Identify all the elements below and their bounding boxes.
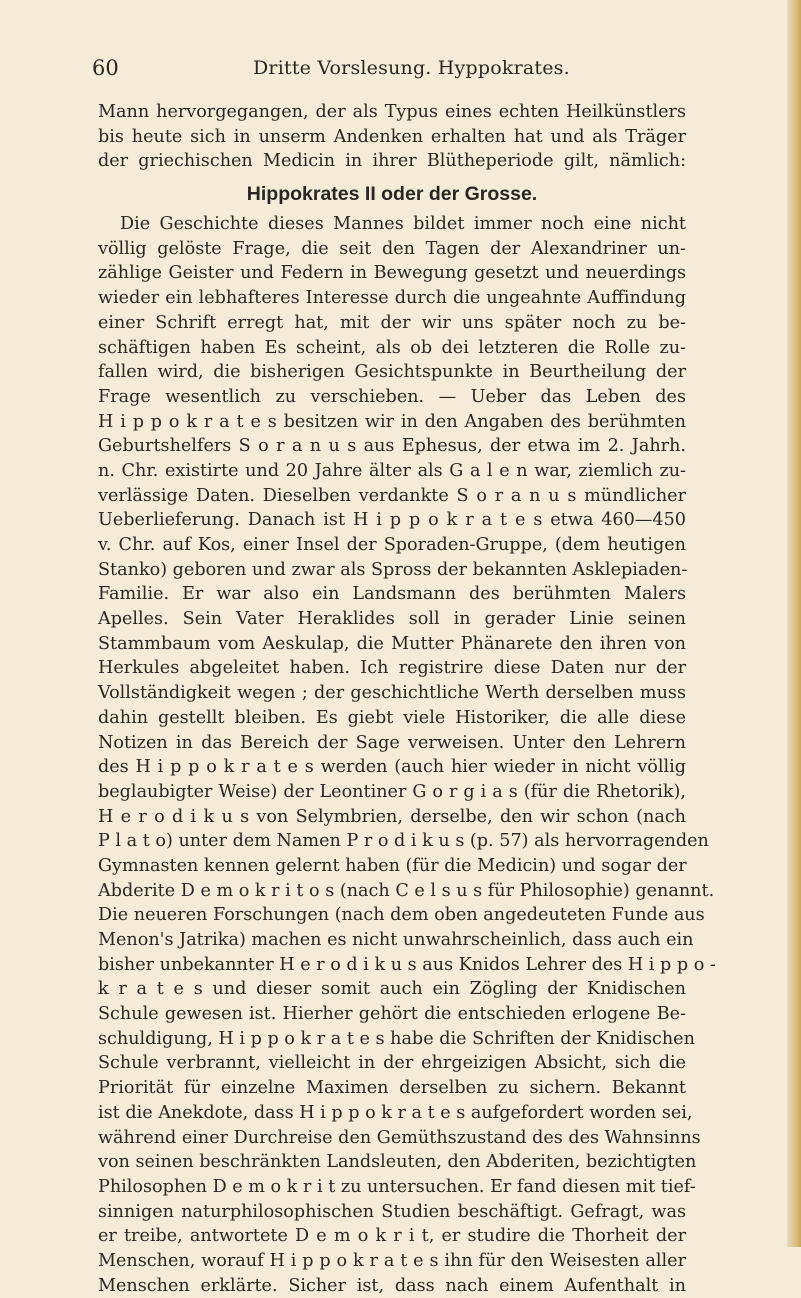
text-line: während einer Durchreise den Gemüthszustand des des Wahnsinns	[98, 1127, 701, 1148]
text-line: Frage wesentlich zu verschieben. — Ueber das Leben des	[98, 386, 686, 407]
text-line: Familie. Er war also ein Landsmann des berühmten Malers	[98, 584, 686, 605]
text-line: ist die Anekdote, dass H i p p o k r a t e s aufgefordert worden sei,	[98, 1102, 693, 1123]
text-line: zählige Geister und Federn in Bewegung gesetzt und neuerdings	[98, 263, 686, 284]
page-edge	[787, 0, 801, 1247]
text-line: Priorität für einzelne Maximen derselben zu sichern. Bekannt	[98, 1078, 686, 1099]
text-line: sinnigen naturphilosophischen Studien beschäftigt. Gefragt, was	[98, 1201, 686, 1222]
text-line: Abderite D e m o k r i t o s (nach C e l s u s für Philosophie) genannt.	[98, 880, 715, 901]
text-line: verlässige Daten. Dieselben verdankte S o r a n u s mündlicher	[98, 485, 686, 506]
text-line: des H i p p o k r a t e s werden (auch hier wieder in nicht völlig	[98, 757, 686, 778]
text-line: Vollständigkeit wegen ; der geschichtliche Werth derselben muss	[98, 683, 686, 704]
text-line: Mann hervorgegangen, der als Typus eines echten Heilkünstlers	[98, 102, 686, 122]
text-line: k r a t e s und dieser somit auch ein Zögling der Knidischen	[98, 979, 686, 1000]
text-line: einer Schrift erregt hat, mit der wir uns später noch zu be-	[98, 312, 686, 333]
text-line: von seinen beschränkten Landsleuten, den Abderiten, bezichtigten	[98, 1152, 697, 1173]
text-line: der griechischen Medicin in ihrer Blütheperiode gilt, nämlich:	[98, 151, 686, 172]
text-line: er treibe, antwortete D e m o k r i t, er studire die Thorheit der	[98, 1226, 686, 1247]
text-line: schäftigen haben Es scheint, als ob dei letzteren die Rolle zu-	[98, 337, 686, 358]
text-line: fallen wird, die bisherigen Gesichtspunkte in Beurtheilung der	[98, 362, 686, 383]
text-line: P l a t o) unter dem Namen P r o d i k u s (p. 57) als hervorragenden	[98, 831, 709, 852]
running-head	[92, 56, 692, 86]
text-line: H e r o d i k u s von Selymbrien, derselbe, den wir schon (nach	[98, 806, 686, 827]
text-line: schuldigung, H i p p o k r a t e s habe die Schriften der Knidischen	[98, 1028, 695, 1049]
text-line: Apelles. Sein Vater Heraklides soll in gerader Linie seinen	[98, 609, 686, 630]
text-line: n. Chr. existirte und 20 Jahre älter als G a l e n war, ziemlich zu-	[98, 460, 686, 481]
text-line: H i p p o k r a t e s besitzen wir in den Angaben des berühmten	[98, 411, 686, 432]
text-line: Philosophen D e m o k r i t zu untersuchen. Er fand diesen mit tief-	[98, 1176, 696, 1197]
body-text	[98, 100, 716, 1298]
text-line: Geburtshelfers S o r a n u s aus Ephesus, der etwa im 2. Jahrh.	[98, 436, 686, 457]
text-line: beglaubigter Weise) der Leontiner G o r g i a s (für die Rhetorik),	[98, 781, 686, 802]
text-line: Menschen, worauf H i p p o k r a t e s ihn für den Weisesten aller	[98, 1250, 686, 1271]
text-line: dahin gestellt bleiben. Es giebt viele Historiker, die alle diese	[98, 707, 686, 728]
page-number: 60	[92, 56, 119, 80]
text-line: Menon's Jatrika) machen es nicht unwahrscheinlich, dass auch ein	[98, 930, 694, 950]
section-heading: Hippokrates II oder der Grosse.	[246, 183, 538, 206]
text-line: wieder ein lebhafteres Interesse durch die ungeahnte Auffindung	[98, 288, 686, 309]
paragraph-2	[98, 212, 716, 1298]
text-line: Gymnasten kennen gelernt haben (für die Medicin) und sogar der	[98, 855, 687, 876]
text-line: v. Chr. auf Kos, einer Insel der Sporaden-Gruppe, (dem heutigen	[98, 535, 686, 555]
text-line: bisher unbekannter H e r o d i k u s aus Knidos Lehrer des H i p p o -	[98, 954, 716, 975]
text-line: Schule verbrannt, vielleicht in der ehrgeizigen Absicht, sich die	[98, 1053, 686, 1074]
text-line: Die neueren Forschungen (nach dem oben angedeuteten Funde aus	[98, 905, 705, 926]
text-line: Schule gewesen ist. Hierher gehört die entschieden erlogene Be-	[98, 1004, 686, 1025]
text-line: bis heute sich in unserm Andenken erhalten hat und als Träger	[98, 126, 686, 147]
text-line: Stammbaum vom Aeskulap, die Mutter Phänarete den ihren von	[98, 633, 686, 654]
text-line: Notizen in das Bereich der Sage verweisen. Unter den Lehrern	[98, 732, 686, 753]
text-line: völlig gelöste Frage, die seit den Tagen der Alexandriner un-	[98, 238, 686, 259]
paragraph-1	[98, 100, 686, 174]
text-line: Ueberlieferung. Danach ist H i p p o k r a t e s etwa 460—450	[98, 510, 686, 531]
text-line: Stanko) geboren und zwar als Spross der bekannten Asklepiaden-	[98, 559, 688, 580]
text-line: Menschen erklärte. Sicher ist, dass nach einem Aufenthalt in	[98, 1275, 686, 1296]
text-line: Herkules abgeleitet haben. Ich registrire diese Daten nur der	[98, 658, 686, 679]
running-title: Dritte Vorslesung. Hyppokrates.	[253, 57, 570, 79]
text-line: Die Geschichte dieses Mannes bildet immer noch eine nicht	[120, 214, 686, 235]
